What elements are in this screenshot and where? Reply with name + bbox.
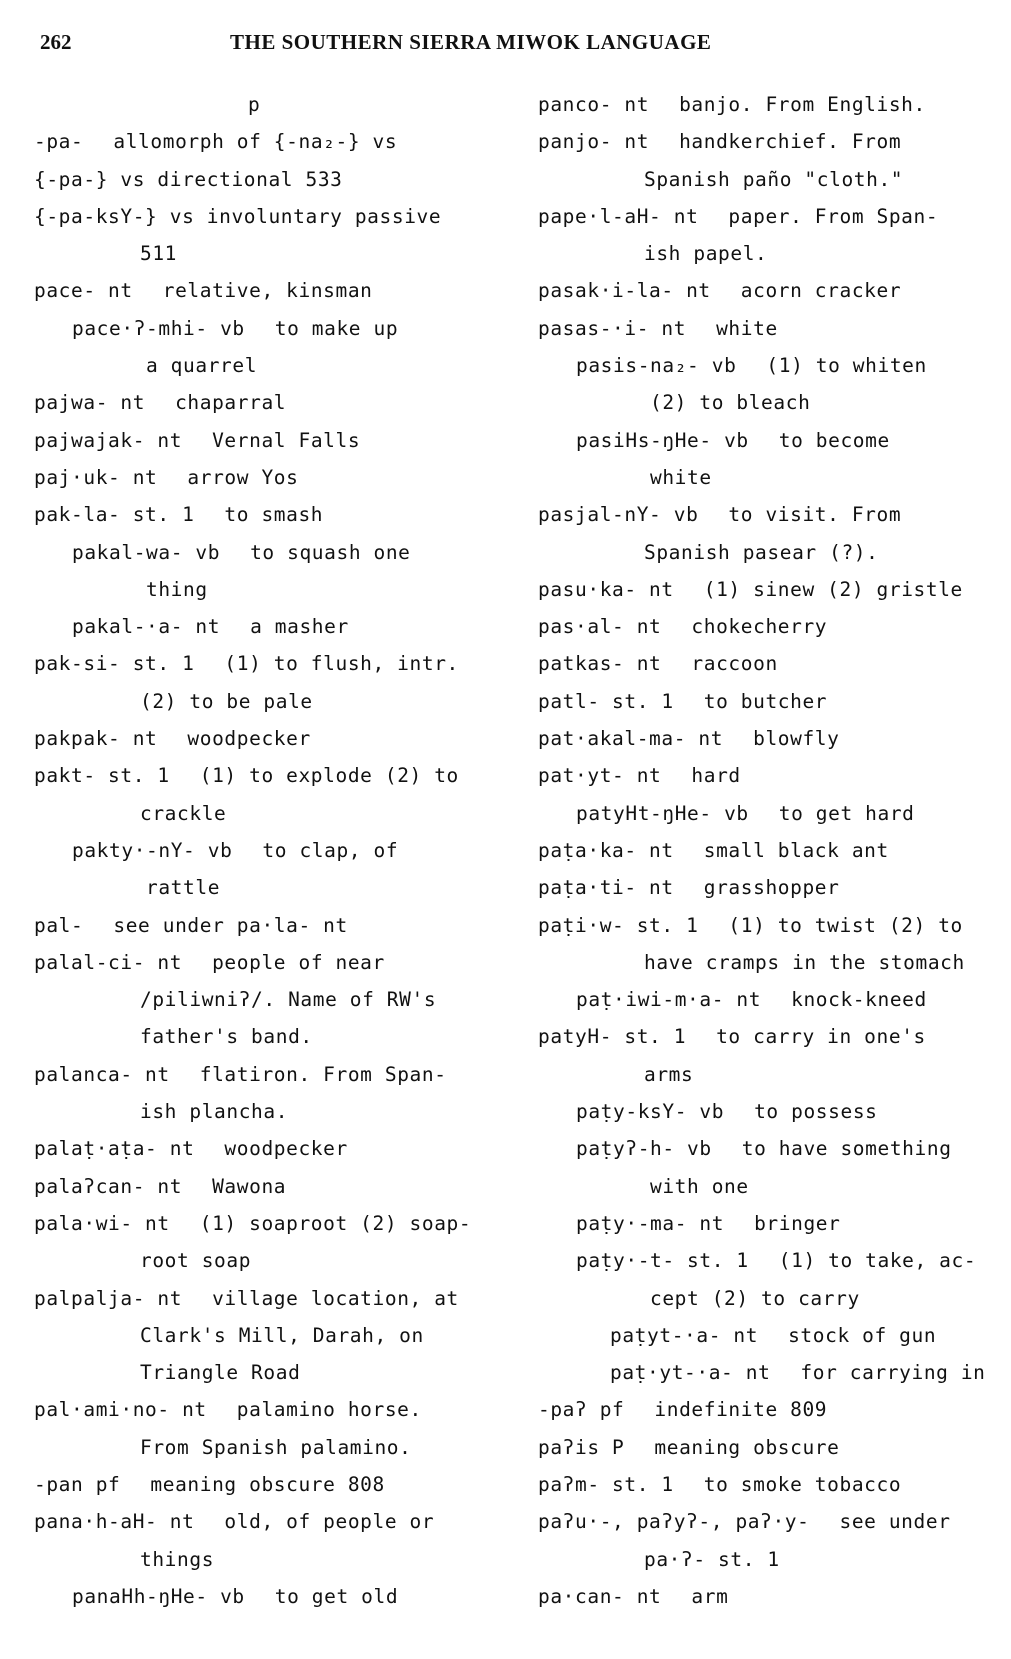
entry-headword: palaʔcan- nt [34,1174,183,1198]
entry-headword: pala·wi- nt [34,1211,170,1235]
dictionary-subentry [538,1093,1008,1130]
entry-continuation: Clark's Mill, Darah, on [140,1323,424,1347]
entry-gloss: to butcher [703,689,828,713]
entry-headword: paʔm- st. 1 [538,1472,674,1496]
entry-gloss: arm [691,1584,729,1608]
left-column [34,86,504,1615]
entry-headword: palal-ci- nt [34,950,183,974]
entry-headword: pal- [34,913,84,937]
entry-gloss: village location, at [212,1286,459,1310]
dictionary-subentry [34,832,504,907]
entry-continuation: cept (2) to carry [650,1286,860,1310]
section-letter: p [248,93,261,116]
entry-continuation: root soap [140,1249,252,1273]
entry-headword: paṭy·-t- st. 1 [576,1249,749,1273]
entry-headword: pana·h-aH- nt [34,1510,195,1534]
dictionary-entry [34,645,504,720]
dictionary-subentry [538,795,1008,832]
entry-continuation: From Spanish palamino. [140,1435,412,1459]
dictionary-entry [34,1503,504,1578]
entry-headword: palaṭ·aṭa- nt [34,1137,195,1161]
dictionary-subentry [538,1354,1008,1391]
dictionary-subentry [538,981,1008,1018]
entry-headword: pajwa- nt [34,391,146,415]
entry-gloss: blowfly [753,727,840,751]
entry-gloss: flatiron. From Span- [199,1062,447,1086]
entry-gloss: arrow Yos [187,465,299,489]
entry-headword: paṭa·ka- nt [538,838,674,862]
entry-gloss: people of near [212,950,385,974]
dictionary-entry [34,1168,504,1205]
entry-continuation: father's band. [140,1025,313,1049]
dictionary-entry [538,571,1008,608]
right-column [538,86,1008,1615]
entry-gloss: to smoke tobacco [703,1472,902,1496]
entry-gloss: hard [691,764,741,788]
entry-headword: palpalja- nt [34,1286,183,1310]
entry-gloss: chokecherry [691,615,828,639]
dictionary-subentry [34,608,504,645]
entry-gloss: stock of gun [788,1323,937,1347]
entry-gloss: (1) to twist (2) to [728,913,963,937]
entry-headword: pasu·ka- nt [538,577,674,601]
dictionary-entry [538,720,1008,757]
entry-headword: pasas-·i- nt [538,316,687,340]
entry-headword: palanca- nt [34,1062,170,1086]
entry-gloss: white [716,316,778,340]
dictionary-subentry [538,422,1008,497]
dictionary-subentry [538,347,1008,422]
entry-gloss: (1) to flush, intr. [224,652,459,676]
entry-gloss: see under pa·la- nt [113,913,348,937]
entry-headword: paʔis P [538,1435,625,1459]
entry-continuation: thing [146,577,208,601]
entry-gloss: to have something [741,1137,952,1161]
dictionary-entry [538,645,1008,682]
entry-gloss: to squash one [250,540,411,564]
entry-gloss: to become [778,428,890,452]
entry-headword: pat·akal-ma- nt [538,727,724,751]
dictionary-entry [34,459,504,496]
entry-gloss: see under [839,1510,951,1534]
entry-gloss: allomorph of {-na₂-} vs [113,130,398,154]
dictionary-entry [34,1466,504,1503]
entry-gloss: to get hard [778,801,915,825]
entry-gloss: handkerchief. From [679,130,902,154]
entry-headword: -pa- [34,130,84,154]
entry-continuation: ish plancha. [140,1100,289,1124]
dictionary-entry [34,720,504,757]
entry-headword: paṭy-ksY- vb [576,1100,725,1124]
page-number: 262 [40,30,72,54]
entry-gloss: to smash [224,503,324,527]
entry-headword: paj·uk- nt [34,465,158,489]
entry-headword: panjo- nt [538,130,650,154]
entry-gloss: chaparral [175,391,287,415]
entry-gloss: (1) sinew (2) gristle [703,577,963,601]
dictionary-entry [34,384,504,421]
entry-headword: paṭ·iwi-m·a- nt [576,988,762,1012]
entry-gloss: for carrying in [800,1361,986,1385]
dictionary-entry [34,907,504,944]
entry-headword: paṭa·ti- nt [538,876,674,900]
entry-continuation: with one [650,1174,749,1198]
entry-gloss: banjo. From English. [679,93,926,116]
entry-gloss: to visit. From [728,503,902,527]
entry-gloss: (1) to explode (2) to [199,764,459,788]
entry-gloss: relative, kinsman [162,279,373,303]
dictionary-subentry [34,1578,504,1615]
entry-continuation: Triangle Road [140,1361,301,1385]
entry-headword: pasjal-nY- vb [538,503,699,527]
entry-headword: pakpak- nt [34,727,158,751]
page-header [40,30,980,64]
entry-headword: pasis-na₂- vb [576,354,737,378]
entry-continuation: things [140,1547,215,1571]
entry-continuation: (2) to bleach [650,391,811,415]
dictionary-entry [34,944,504,1056]
entry-continuation: crackle [140,801,227,825]
dictionary-entry [34,422,504,459]
entry-gloss: indefinite 809 [654,1398,828,1422]
entry-headword: pakty·-nY- vb [72,838,233,862]
entry-headword: pak-la- st. 1 [34,503,195,527]
dictionary-entry [34,272,504,309]
entry-gloss: (1) to whiten [766,354,927,378]
dictionary-subentry [34,310,504,385]
dictionary-entry [538,832,1008,869]
dictionary-entry [538,869,1008,906]
dictionary-entry [538,1391,1008,1428]
entry-gloss: a masher [250,615,349,639]
entry-headword: pak-si- st. 1 [34,652,195,676]
dictionary-entry [538,272,1008,309]
entry-headword: paʔu·-, paʔyʔ-, paʔ·y- [538,1510,810,1534]
entry-headword: pat·yt- nt [538,764,662,788]
entry-headword: panaHh-ŋHe- vb [72,1584,245,1608]
dictionary-entry [538,1578,1008,1615]
entry-gloss: old, of people or [224,1510,435,1534]
entry-headword: patl- st. 1 [538,689,674,713]
dictionary-entry [538,310,1008,347]
dictionary-entry [538,1018,1008,1093]
dictionary-entry [538,608,1008,645]
dictionary-entry [34,1205,504,1280]
entry-continuation: white [650,465,712,489]
entry-headword: pakt- st. 1 [34,764,170,788]
dictionary-entry [34,1130,504,1167]
entry-gloss: palamino horse. [236,1398,422,1422]
entry-headword: pape·l-aH- nt [538,204,699,228]
running-title: THE SOUTHERN SIERRA MIWOK LANGUAGE [230,30,712,54]
entry-gloss: grasshopper [703,876,840,900]
dictionary-entry [34,1391,504,1466]
entry-gloss: (1) to take, ac- [778,1249,977,1273]
entry-headword: pajwajak- nt [34,428,183,452]
entry-continuation: arms [644,1062,694,1086]
entry-continuation: /piliwniʔ/. Name of RW's [140,988,437,1012]
entry-headword: pa·can- nt [538,1584,662,1608]
entry-headword: paṭ·yt-·a- nt [610,1361,771,1385]
entry-headword: -pan pf [34,1472,121,1496]
dictionary-entry [538,907,1008,982]
entry-continuation: have cramps in the stomach [644,950,965,974]
entry-headword: pakal-·a- nt [72,615,221,639]
entry-gloss: to carry in one's [716,1025,926,1049]
entry-gloss: to get old [274,1584,399,1608]
dictionary-entry [538,683,1008,720]
entry-headword: pace·ʔ-mhi- vb [72,316,245,340]
dictionary-entry [538,123,1008,198]
entry-headword: -paʔ pf [538,1398,625,1422]
entry-gloss: Vernal Falls [212,428,361,452]
entry-headword: paṭyt-·a- nt [610,1323,759,1347]
entry-headword: pasiHs-ŋHe- vb [576,428,749,452]
entry-gloss: meaning obscure [654,1435,840,1459]
entry-continuation: Spanish paño "cloth." [644,167,904,191]
dictionary-subentry [538,1130,1008,1205]
entry-continuation: {-pa-} vs directional 533 [34,167,343,191]
dictionary-entry [538,1503,1008,1578]
entry-headword: patyH- st. 1 [538,1025,687,1049]
entry-headword: paṭyʔ-h- vb [576,1137,712,1161]
dictionary-entry [34,1056,504,1131]
dictionary-entry [538,757,1008,794]
dictionary-entry [34,757,504,832]
entry-headword: patkas- nt [538,652,662,676]
entry-continuation: rattle [146,876,221,900]
entry-gloss: woodpecker [224,1137,348,1161]
dictionary-entry [34,496,504,533]
entry-headword: pace- nt [34,279,133,303]
entry-gloss: meaning obscure 808 [150,1472,385,1496]
entry-headword: pal·ami·no- nt [34,1398,207,1422]
dictionary-subentry [34,534,504,609]
entry-headword: paṭy·-ma- nt [576,1211,725,1235]
dictionary-subentry [538,1205,1008,1242]
entry-gloss: paper. From Span- [728,204,939,228]
entry-gloss: bringer [754,1211,841,1235]
entry-gloss: to clap, of [262,838,399,862]
entry-headword: patyHt-ŋHe- vb [576,801,749,825]
dictionary-entry [538,198,1008,273]
entry-continuation: a quarrel [146,354,258,378]
entry-gloss: small black ant [703,838,889,862]
entry-headword: pas·al- nt [538,615,662,639]
entry-continuation: {-pa-ksY-} vs involuntary passive [34,204,442,228]
entry-gloss: woodpecker [187,727,311,751]
entry-gloss: knock-kneed [791,988,927,1012]
entry-gloss: raccoon [691,652,778,676]
dictionary-entry [538,86,1008,123]
entry-headword: pakal-wa- vb [72,540,221,564]
entry-headword: paṭi·w- st. 1 [538,913,699,937]
dictionary-entry [34,1280,504,1392]
entry-gloss: acorn cracker [740,279,902,303]
dictionary-subentry [538,1317,1008,1354]
entry-continuation: (2) to be pale [140,689,313,713]
entry-gloss: to possess [754,1100,878,1124]
dictionary-entry [538,1429,1008,1466]
entry-continuation: pa·ʔ- st. 1 [644,1547,780,1571]
entry-gloss: (1) soaproot (2) soap- [199,1211,472,1235]
entry-continuation: 511 [140,242,178,266]
entry-gloss: to make up [274,316,399,340]
dictionary-entry [538,1466,1008,1503]
dictionary-entry [34,123,504,160]
dictionary-entry [538,496,1008,571]
entry-continuation: Spanish pasear (?). [644,540,879,564]
entry-gloss: Wawona [212,1174,287,1198]
dictionary-subentry [538,1242,1008,1317]
entry-headword: pasak·i-la- nt [538,279,711,303]
entry-headword: panco- nt [538,93,650,116]
entry-continuation: ish papel. [644,242,768,266]
